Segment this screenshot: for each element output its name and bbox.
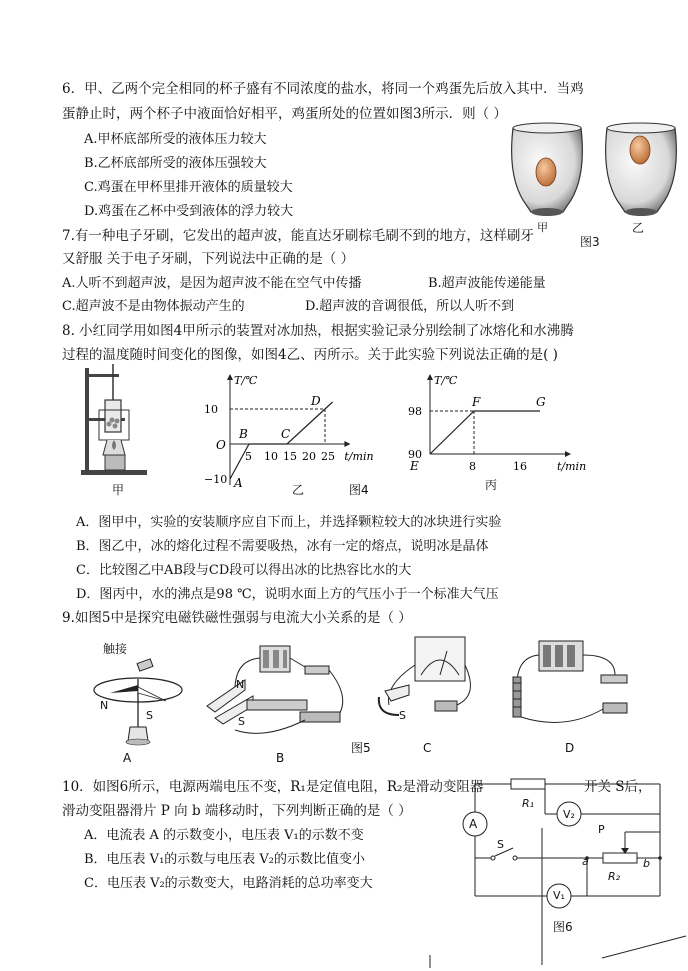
q7-option-c: C.超声波不是由物体振动产生的 bbox=[62, 299, 245, 314]
bing-point-E: E bbox=[410, 459, 419, 473]
fig3-label-jia: 甲 bbox=[537, 221, 548, 234]
fig4-label-jia: 甲 bbox=[112, 483, 125, 497]
fig6-r1-label: R₁ bbox=[522, 797, 535, 810]
q10-stem-line2: 滑动变阻器滑片 P 向 b 端移动时，下列判断正确的是（ ） bbox=[62, 803, 412, 819]
yi-origin-label: O bbox=[216, 438, 226, 452]
bing-y-label: T/℃ bbox=[434, 374, 458, 387]
yi-x-tick-5: 5 bbox=[245, 450, 252, 463]
q10-stem-line1: 10．如图6所示，电源两端电压不变，R₁是定值电阻，R₂是滑动变阻器 bbox=[62, 779, 484, 795]
fig4-label-bing: 丙 bbox=[485, 478, 498, 492]
fig3-label-yi: 乙 bbox=[632, 221, 645, 235]
yi-point-B: B bbox=[239, 427, 248, 441]
bing-x-tick-16: 16 bbox=[513, 460, 527, 473]
q7-stem-line2: 又舒服 关于电子牙刷，下列说法中正确的是（ ） bbox=[62, 251, 355, 267]
yi-x-tick-10: 10 bbox=[264, 450, 278, 463]
fig5-label-b: B bbox=[276, 751, 285, 765]
fig3-caption: 图3 bbox=[580, 235, 600, 249]
q6-option-b: B.乙杯底部所受的液体压强较大 bbox=[84, 156, 267, 171]
q10-option-a: A．电流表 A 的示数变小，电压表 V₁的示数不变 bbox=[84, 828, 364, 843]
fig5a-n-label: N bbox=[100, 699, 109, 712]
q7-option-b: B.超声波能传递能量 bbox=[428, 276, 546, 291]
q6-option-c: C.鸡蛋在甲杯里排开液体的质量较大 bbox=[84, 180, 293, 195]
q7-option-d: D.超声波的音调很低，所以人听不到 bbox=[305, 299, 515, 314]
fig6-a-end-label: a bbox=[582, 855, 589, 868]
bing-point-G: G bbox=[536, 395, 546, 409]
fig6-v2-label: V₂ bbox=[563, 808, 575, 821]
fig5-label-c: C bbox=[423, 741, 432, 755]
fig4-label-yi: 乙 bbox=[292, 483, 305, 497]
q10-option-c: C．电压表 V₂的示数变大，电路消耗的总功率变大 bbox=[84, 876, 373, 891]
fig6-caption: 图6 bbox=[553, 920, 573, 934]
q8-option-d: D．图丙中，水的沸点是98 ℃，说明水面上方的气压小于一个标准大气压 bbox=[76, 587, 499, 602]
q7-stem-line1: 7.有一种电子牙刷，它发出的超声波，能直达牙刷棕毛刷不到的地方，这样刷牙 bbox=[62, 228, 534, 244]
q8-option-c: C．比较图乙中AB段与CD段可以得出冰的比热容比水的大 bbox=[76, 563, 412, 578]
yi-y-tick-10: 10 bbox=[204, 403, 218, 416]
q8-stem-line1: 8. 小红同学用如图4甲所示的装置对冰加热，根据实验记录分别绘制了冰熔化和水沸腾 bbox=[62, 323, 574, 339]
fig4-caption: 图4 bbox=[349, 483, 369, 497]
fig5a-s-label: S bbox=[146, 709, 153, 722]
q6-stem-line1: 6．甲、乙两个完全相同的杯子盛有不同浓度的盐水，将同一个鸡蛋先后放入其中．当鸡 bbox=[62, 81, 584, 97]
q6-option-d: D.鸡蛋在乙杯中受到液体的浮力较大 bbox=[84, 204, 294, 219]
q8-option-b: B．图乙中，冰的熔化过程不需要吸热，冰有一定的熔点，说明冰是晶体 bbox=[76, 539, 489, 554]
bing-x-tick-8: 8 bbox=[469, 460, 476, 473]
fig5a-touch-label: 触接 bbox=[103, 642, 128, 656]
fig5b-n-label: N bbox=[236, 678, 245, 691]
q8-stem-line2: 过程的温度随时间变化的图像，如图4乙、丙所示。关于此实验下列说法正确的是( ) bbox=[62, 347, 558, 363]
q10-option-b: B．电压表 V₁的示数与电压表 V₂的示数比值变小 bbox=[84, 852, 366, 867]
q8-option-a: A．图甲中，实验的安装顺序应自下而上，并选择颗粒较大的冰块进行实验 bbox=[76, 515, 502, 530]
fig5-label-a: A bbox=[123, 751, 132, 765]
yi-x-tick-20: 20 bbox=[302, 450, 316, 463]
yi-point-D: D bbox=[311, 394, 321, 408]
yi-point-A: A bbox=[234, 476, 243, 490]
q6-option-a: A.甲杯底部所受的液体压力较大 bbox=[84, 132, 267, 147]
yi-y-label: T/℃ bbox=[234, 374, 258, 387]
fig5-label-d: D bbox=[565, 741, 575, 755]
fig6-p-label: P bbox=[598, 823, 605, 836]
yi-point-C: C bbox=[281, 427, 291, 441]
bing-point-F: F bbox=[472, 395, 481, 409]
q10-stem-line1b: 开关 S后， bbox=[584, 779, 652, 795]
bing-y-tick-90: 90 bbox=[408, 448, 422, 461]
fig5b-s-label: S bbox=[238, 715, 245, 728]
fig5c-s-label: S bbox=[399, 709, 406, 722]
q7-option-a: A.人听不到超声波，是因为超声波不能在空气中传播 bbox=[62, 276, 362, 291]
fig6-r2-label: R₂ bbox=[608, 870, 621, 883]
q9-stem: 9.如图5中是探究电磁铁磁性强弱与电流大小关系的是（ ） bbox=[62, 610, 412, 626]
bing-x-label: t/min bbox=[557, 460, 587, 473]
fig6-b-end-label: b bbox=[643, 857, 650, 870]
yi-x-tick-25: 25 bbox=[321, 450, 335, 463]
fig6-s-label: S bbox=[497, 838, 504, 851]
fig6-a-label: A bbox=[469, 817, 478, 831]
yi-x-label: t/min bbox=[344, 450, 374, 463]
fig5-caption: 图5 bbox=[351, 741, 371, 755]
bing-y-tick-98: 98 bbox=[408, 405, 422, 418]
q6-stem-line2: 蛋静止时，两个杯子中液面恰好相平，鸡蛋所处的位置如图3所示．则（ ） bbox=[62, 106, 507, 122]
yi-x-tick-15: 15 bbox=[283, 450, 297, 463]
yi-y-tick--10: −10 bbox=[204, 473, 228, 486]
fig6-v1-label: V₁ bbox=[553, 889, 565, 902]
